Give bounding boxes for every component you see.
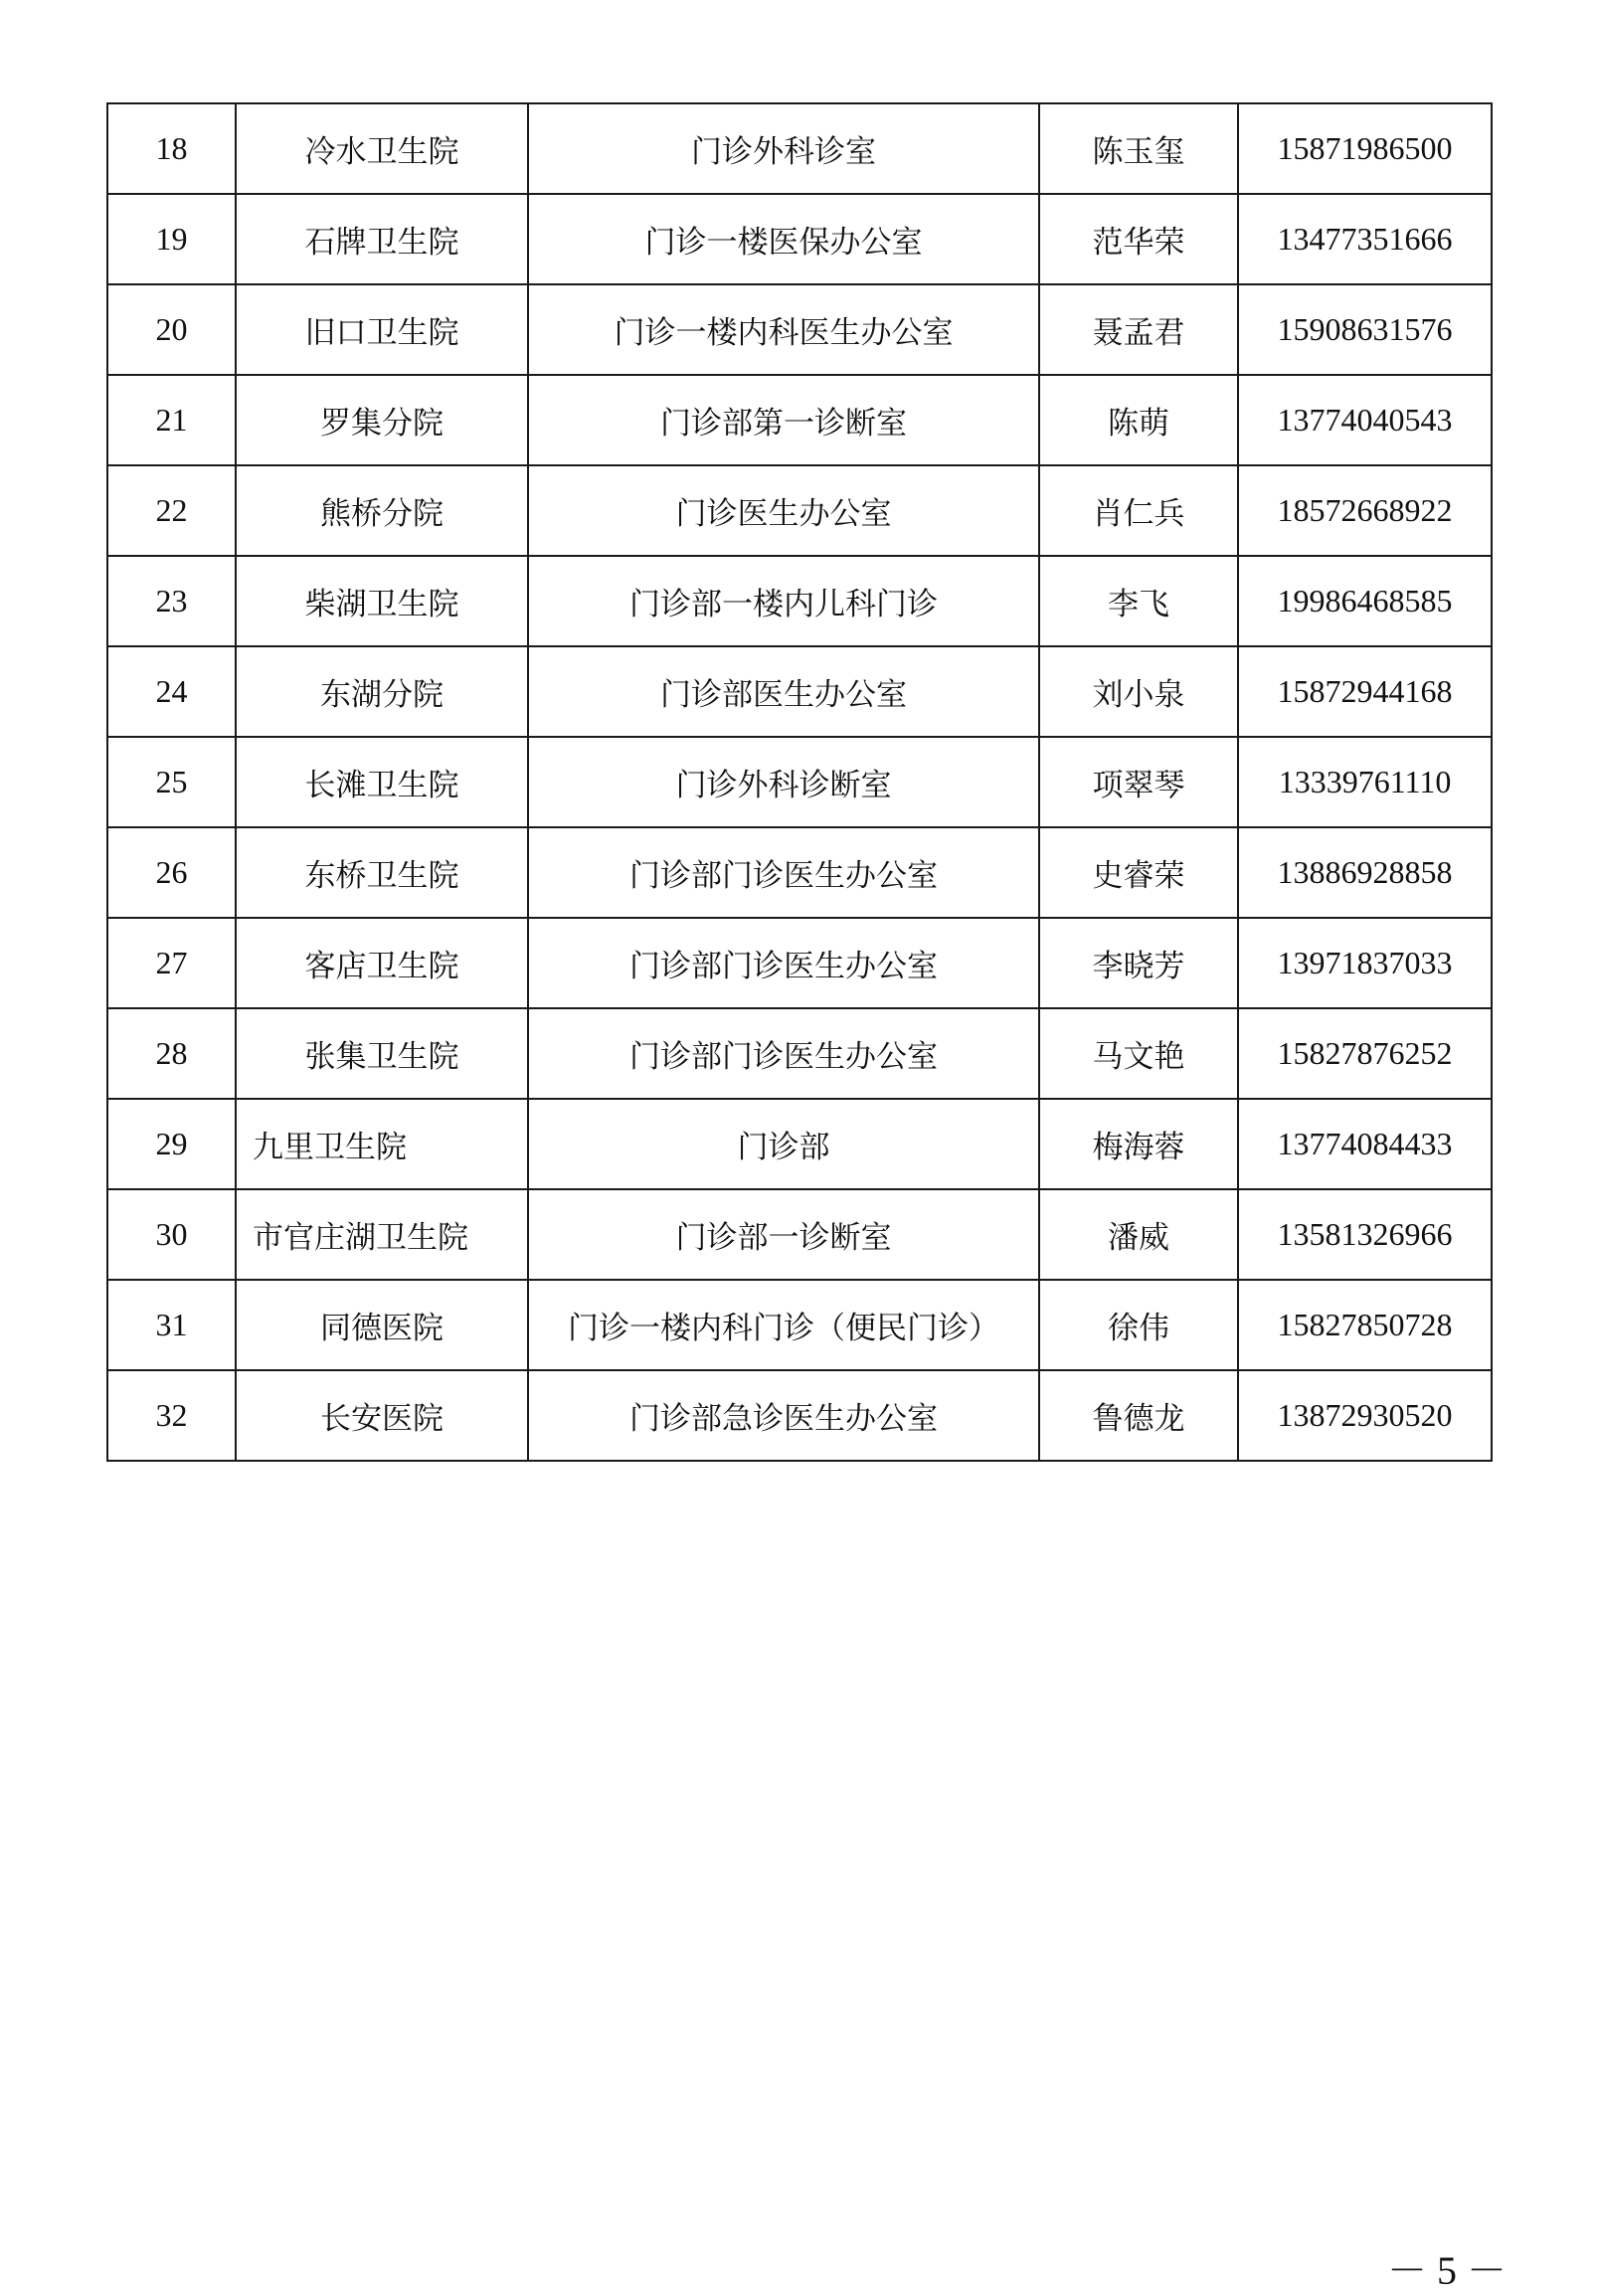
table-row — [107, 918, 1492, 1008]
page-number: － 5 － — [1387, 2248, 1507, 2293]
table-row — [107, 1189, 1492, 1280]
row-number-cell: 20 — [107, 284, 236, 375]
location-cell: 门诊医生办公室 — [528, 465, 1039, 556]
location-cell: 门诊一楼内科门诊（便民门诊） — [528, 1280, 1039, 1370]
hospital-name-cell: 同德医院 — [236, 1280, 528, 1370]
table-row — [107, 827, 1492, 918]
hospital-name-cell: 罗集分院 — [236, 375, 528, 465]
hospital-name-cell: 柴湖卫生院 — [236, 556, 528, 646]
contact-person-cell: 陈玉玺 — [1039, 103, 1238, 194]
location-cell: 门诊部门诊医生办公室 — [528, 918, 1039, 1008]
contact-person-cell: 鲁德龙 — [1039, 1370, 1238, 1461]
contact-table — [106, 102, 1493, 1462]
location-cell: 门诊部第一诊断室 — [528, 375, 1039, 465]
table-row — [107, 737, 1492, 827]
hospital-name-cell: 长滩卫生院 — [236, 737, 528, 827]
contact-person-cell: 肖仁兵 — [1039, 465, 1238, 556]
location-cell: 门诊部门诊医生办公室 — [528, 827, 1039, 918]
contact-person-cell: 李晓芳 — [1039, 918, 1238, 1008]
location-cell: 门诊部急诊医生办公室 — [528, 1370, 1039, 1461]
location-cell: 门诊一楼医保办公室 — [528, 194, 1039, 284]
hospital-name-cell: 旧口卫生院 — [236, 284, 528, 375]
phone-number-cell: 15872944168 — [1238, 646, 1492, 737]
table-row — [107, 646, 1492, 737]
table-row — [107, 1099, 1492, 1189]
contact-person-cell: 刘小泉 — [1039, 646, 1238, 737]
contact-person-cell: 聂孟君 — [1039, 284, 1238, 375]
table-row — [107, 194, 1492, 284]
location-cell: 门诊部医生办公室 — [528, 646, 1039, 737]
location-cell: 门诊外科诊断室 — [528, 737, 1039, 827]
location-cell: 门诊外科诊室 — [528, 103, 1039, 194]
table-row — [107, 1008, 1492, 1099]
phone-number-cell: 19986468585 — [1238, 556, 1492, 646]
hospital-name-cell: 九里卫生院 — [236, 1099, 528, 1189]
contact-person-cell: 梅海蓉 — [1039, 1099, 1238, 1189]
phone-number-cell: 15827850728 — [1238, 1280, 1492, 1370]
hospital-name-cell: 冷水卫生院 — [236, 103, 528, 194]
table-body — [107, 103, 1492, 1461]
location-cell: 门诊部 — [528, 1099, 1039, 1189]
table-row — [107, 103, 1492, 194]
hospital-name-cell: 客店卫生院 — [236, 918, 528, 1008]
row-number-cell: 24 — [107, 646, 236, 737]
contact-person-cell: 陈萌 — [1039, 375, 1238, 465]
contact-person-cell: 范华荣 — [1039, 194, 1238, 284]
contact-person-cell: 潘威 — [1039, 1189, 1238, 1280]
hospital-name-cell: 熊桥分院 — [236, 465, 528, 556]
phone-number-cell: 15827876252 — [1238, 1008, 1492, 1099]
phone-number-cell: 13774040543 — [1238, 375, 1492, 465]
row-number-cell: 18 — [107, 103, 236, 194]
row-number-cell: 32 — [107, 1370, 236, 1461]
row-number-cell: 29 — [107, 1099, 236, 1189]
hospital-name-cell: 张集卫生院 — [236, 1008, 528, 1099]
row-number-cell: 31 — [107, 1280, 236, 1370]
row-number-cell: 26 — [107, 827, 236, 918]
row-number-cell: 21 — [107, 375, 236, 465]
hospital-name-cell: 市官庄湖卫生院 — [236, 1189, 528, 1280]
phone-number-cell: 13477351666 — [1238, 194, 1492, 284]
row-number-cell: 22 — [107, 465, 236, 556]
phone-number-cell: 15871986500 — [1238, 103, 1492, 194]
hospital-name-cell: 东桥卫生院 — [236, 827, 528, 918]
row-number-cell: 25 — [107, 737, 236, 827]
phone-number-cell: 13971837033 — [1238, 918, 1492, 1008]
phone-number-cell: 13339761110 — [1238, 737, 1492, 827]
row-number-cell: 27 — [107, 918, 236, 1008]
contact-person-cell: 徐伟 — [1039, 1280, 1238, 1370]
contact-person-cell: 李飞 — [1039, 556, 1238, 646]
row-number-cell: 19 — [107, 194, 236, 284]
hospital-name-cell: 长安医院 — [236, 1370, 528, 1461]
row-number-cell: 30 — [107, 1189, 236, 1280]
row-number-cell: 28 — [107, 1008, 236, 1099]
table-row — [107, 1280, 1492, 1370]
phone-number-cell: 13774084433 — [1238, 1099, 1492, 1189]
location-cell: 门诊部一诊断室 — [528, 1189, 1039, 1280]
table-row — [107, 556, 1492, 646]
phone-number-cell: 15908631576 — [1238, 284, 1492, 375]
location-cell: 门诊部一楼内儿科门诊 — [528, 556, 1039, 646]
location-cell: 门诊部门诊医生办公室 — [528, 1008, 1039, 1099]
hospital-name-cell: 东湖分院 — [236, 646, 528, 737]
phone-number-cell: 18572668922 — [1238, 465, 1492, 556]
table-row — [107, 1370, 1492, 1461]
table-row — [107, 465, 1492, 556]
hospital-name-cell: 石牌卫生院 — [236, 194, 528, 284]
phone-number-cell: 13581326966 — [1238, 1189, 1492, 1280]
phone-number-cell: 13886928858 — [1238, 827, 1492, 918]
location-cell: 门诊一楼内科医生办公室 — [528, 284, 1039, 375]
table-row — [107, 284, 1492, 375]
table-row — [107, 375, 1492, 465]
row-number-cell: 23 — [107, 556, 236, 646]
contact-person-cell: 项翠琴 — [1039, 737, 1238, 827]
phone-number-cell: 13872930520 — [1238, 1370, 1492, 1461]
contact-person-cell: 史睿荣 — [1039, 827, 1238, 918]
contact-person-cell: 马文艳 — [1039, 1008, 1238, 1099]
